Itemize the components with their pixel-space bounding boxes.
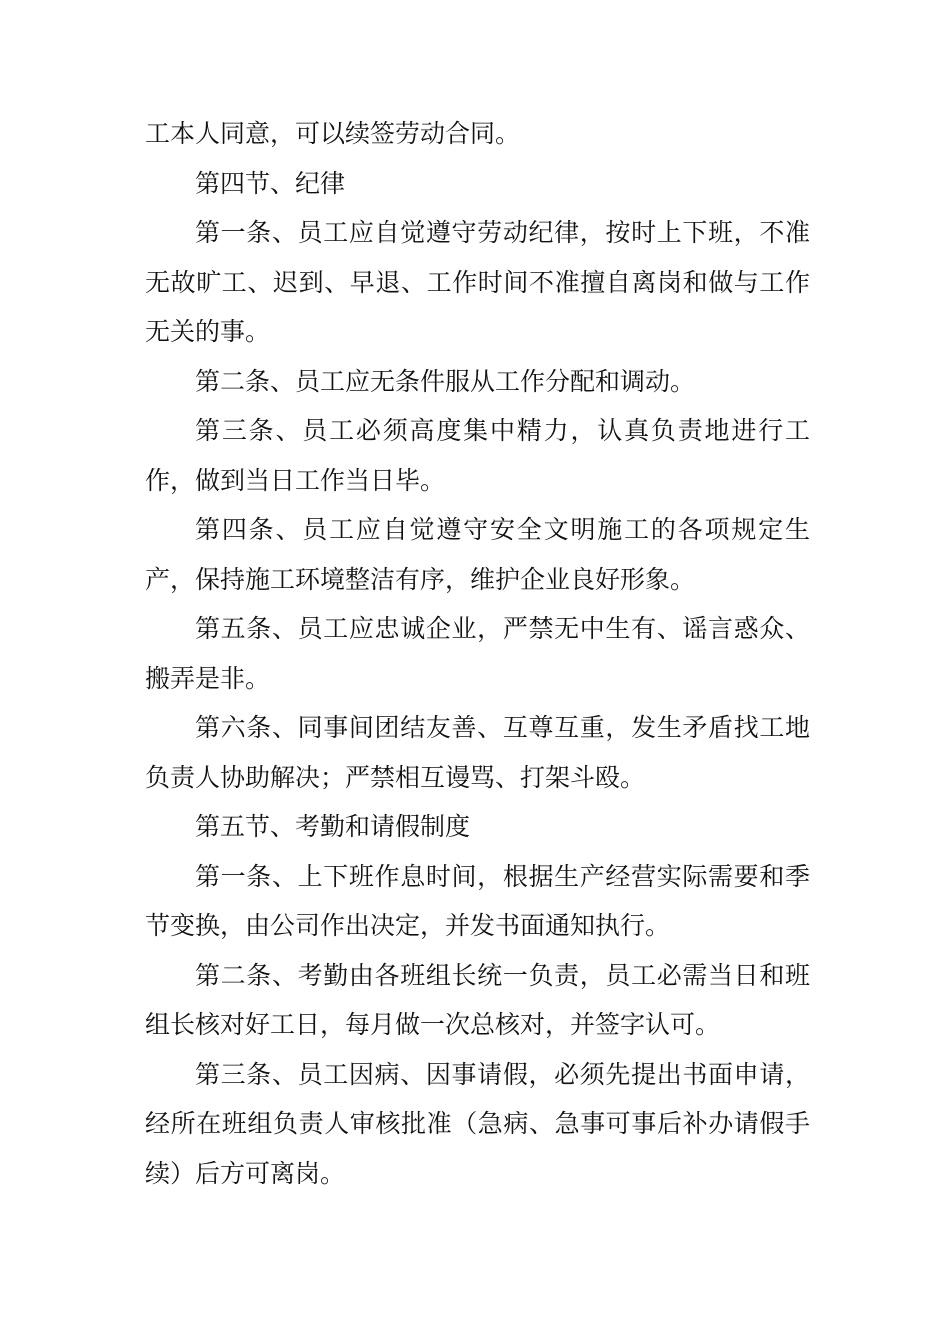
document-body xyxy=(145,109,810,1198)
paragraph-continued: 工本人同意，可以续签劳动合同。 xyxy=(145,119,521,148)
article-paragraph: 第一条、员工应自觉遵守劳动纪律，按时上下班，不准无故旷工、迟到、早退、工作时间不准擅自离岗和做与工作无关的事。 xyxy=(145,218,810,346)
article-paragraph: 第五条、员工应忠诚企业，严禁无中生有、谣言惑众、搬弄是非。 xyxy=(145,614,810,693)
article-paragraph: 第一条、上下班作息时间，根据生产经营实际需要和季节变换，由公司作出决定，并发书面通知执行。 xyxy=(145,861,810,940)
article-paragraph: 第二条、员工应无条件服从工作分配和调动。 xyxy=(195,366,696,396)
article-paragraph: 第二条、考勤由各班组长统一负责，员工必需当日和班组长核对好工日，每月做一次总核对，并签字认可。 xyxy=(145,960,810,1039)
article-paragraph: 第三条、员工因病、因事请假，必须先提出书面申请，经所在班组负责人审核批准（急病、急事可事后补办请假手续）后方可离岗。 xyxy=(145,1059,810,1188)
article-paragraph: 第三条、员工必须高度集中精力，认真负责地进行工作，做到当日工作当日毕。 xyxy=(145,416,810,495)
article-paragraph: 第四条、员工应自觉遵守安全文明施工的各项规定生产，保持施工环境整洁有序，维护企业良好形象。 xyxy=(145,515,810,594)
section-heading-discipline: 第四节、纪律 xyxy=(195,168,346,198)
section-heading-attendance: 第五节、考勤和请假制度 xyxy=(195,812,471,841)
article-paragraph: 第六条、同事间团结友善、互尊互重，发生矛盾找工地负责人协助解决；严禁相互谩骂、打架斗殴。 xyxy=(145,713,810,792)
